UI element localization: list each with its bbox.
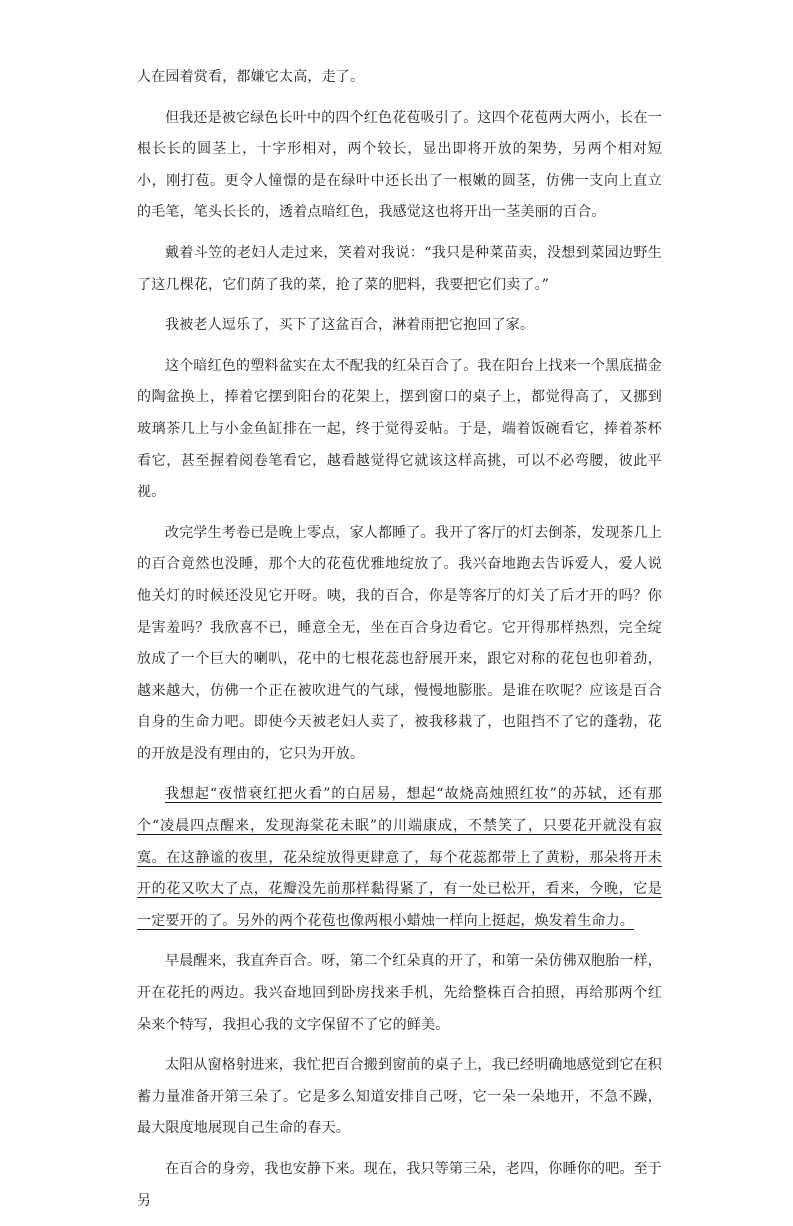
paragraph-3: 戴着斗笠的老妇人走过来，笑着对我说：“我只是种菜苗卖，没想到菜园边野生了这几棵花，它们荫了我的菜，抢了菜的肥料，我要把它们卖了。” bbox=[137, 244, 662, 293]
paragraph-2: 但我还是被它绿色长叶中的四个红色花苞吸引了。这四个花苞两大两小，长在一根长长的圆茎上，十字形相对，两个较长，显出即将开放的架势，另两个相对短小，刚打苞。更令人憧憬的是在绿叶中还长出了一根嫩的圆茎，仿佛一支向上直立的毛笔，笔头长长的，透着点暗红色，我感觉这也将开出一茎美丽的百合。 bbox=[137, 109, 662, 221]
paragraph-6: 改完学生考卷已是晚上零点，家人都睡了。我开了客厅的灯去倒茶，发现茶几上的百合竟然也没睡，那个大的花苞优雅地绽放了。我兴奋地跑去告诉爱人，爱人说他关灯的时候还没见它开呀。咦，我的百合，你是等客厅的灯关了后才开的吗？你是害羞吗？我欣喜不已，睡意全无，坐在百合身边看它。它开得那样热烈，完全绽放成了一个巨大的喇叭，花中的七根花蕊也舒展开来，跟它对称的花包也卯着劲，越来越大，仿佛一个正在被吹进气的气球，慢慢地膨胀。是谁在吹呢？应该是百合自身的生命力吧。即使今天被老妇人卖了，被我移栽了，也阻挡不了它的蓬勃，花的开放是没有理由的，它只为开放。 bbox=[137, 524, 662, 762]
paragraph-4: 我被老人逗乐了，买下了这盆百合，淋着雨把它抱回了家。 bbox=[165, 317, 535, 334]
paragraph-9: 太阳从窗格射进来，我忙把百合搬到窗前的桌子上，我已经明确地感觉到它在积蓄力量准备开第三朵了。它是多么知道安排自己呀，它一朵一朵地开，不急不躁，最大限度地展现自己生命的春天。 bbox=[137, 1057, 662, 1137]
document-body bbox=[137, 62, 662, 1226]
paragraph-5: 这个暗红色的塑料盆实在太不配我的红朵百合了。我在阳台上找来一个黑底描金的陶盆换上，捧着它摆到阳台的花架上，摆到窗口的桌子上，都觉得高了，又挪到玻璃茶几上与小金鱼缸排在一起，终于觉得妥帖。于是，端着饭碗看它，捧着茶杯看它，甚至握着阅卷笔看它，越看越觉得它就该这样高挑，可以不必弯腰，彼此平视。 bbox=[137, 357, 662, 501]
paragraph-1: 人在园着赏看，都嫌它太高，走了。 bbox=[137, 69, 365, 85]
paragraph-7-underlined: 我想起“夜惜衰红把火看”的白居易，想起“故烧高烛照红妆”的苏轼，还有那个“凌晨四点醒来，发现海棠花未眠”的川端康成，不禁笑了，只要花开就没有寂寞。在这静谧的夜里，花朵绽放得更肆意了，每个花蕊都带上了黄粉，那朵将开未开的花又吹大了点，花瓣没先前那样黏得紧了，有一处已松开，看来，今晚，它是一定要开的了。另外的两个花苞也像两根小蜡烛一样向上挺起，焕发着生命力。 bbox=[137, 786, 662, 929]
paragraph-8: 早晨醒来，我直奔百合。呀，第二个红朵真的开了，和第一朵仿佛双胞胎一样，开在花托的两边。我兴奋地回到卧房找来手机，先给整株百合拍照，再给那两个红朵来个特写，我担心我的文字保留不了它的鲜美。 bbox=[137, 953, 662, 1033]
paragraph-10: 在百合的身旁，我也安静下来。现在，我只等第三朵，老四，你睡你的吧。至于另 bbox=[137, 1161, 662, 1209]
